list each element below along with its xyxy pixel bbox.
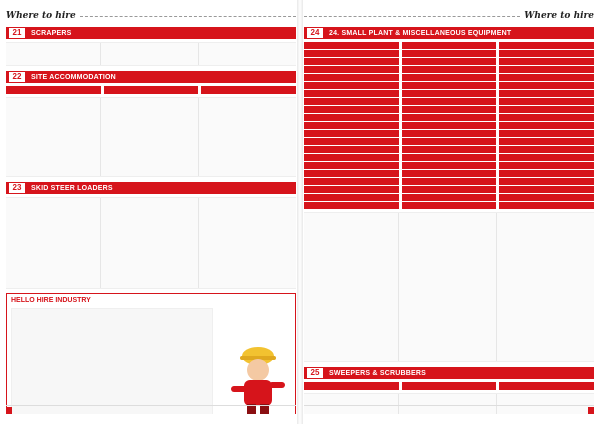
equipment-category-item	[304, 154, 399, 161]
equipment-category-item	[402, 106, 497, 113]
equipment-category-item	[499, 130, 594, 137]
section-header-small-plant	[304, 27, 594, 39]
section-title: SCRAPERS	[31, 29, 72, 37]
subcategory-heading	[402, 382, 497, 390]
subcategory-heading	[499, 382, 594, 390]
section-number: 21	[8, 27, 26, 39]
subcategory-bar	[304, 382, 594, 390]
equipment-category-item	[402, 138, 497, 145]
equipment-category-item	[304, 66, 399, 73]
section-header-scrapers	[6, 27, 296, 39]
equipment-category-item	[304, 82, 399, 89]
equipment-category-item	[304, 170, 399, 177]
equipment-category-item	[304, 130, 399, 137]
equipment-category-item	[499, 42, 594, 49]
equipment-category-item	[402, 122, 497, 129]
equipment-category-item	[499, 162, 594, 169]
equipment-category-item	[402, 82, 497, 89]
equipment-category-item	[499, 74, 594, 81]
equipment-category-item	[402, 194, 497, 201]
equipment-category-item	[402, 130, 497, 137]
equipment-category-item	[499, 170, 594, 177]
equipment-category-item	[304, 58, 399, 65]
equipment-category-item	[402, 146, 497, 153]
page-gutter	[297, 0, 303, 424]
listing-skid-steer-loaders	[6, 197, 296, 289]
section-header-sweepers	[304, 367, 594, 379]
equipment-category-item	[304, 178, 399, 185]
equipment-category-item	[402, 178, 497, 185]
right-page-footer	[304, 405, 594, 414]
section-header-skid-steer-loaders	[6, 182, 296, 194]
equipment-category-item	[402, 42, 497, 49]
equipment-category-item	[402, 162, 497, 169]
equipment-category-item	[402, 170, 497, 177]
listing-site-accommodation	[6, 97, 296, 177]
section-title: SITE ACCOMMODATION	[31, 73, 116, 81]
listing-scrapers	[6, 42, 296, 66]
info-box-body	[11, 308, 213, 414]
running-head: Where to hire	[6, 11, 76, 21]
equipment-category-item	[304, 74, 399, 81]
equipment-category-item	[499, 178, 594, 185]
section-number: 23	[8, 182, 26, 194]
equipment-category-item	[304, 50, 399, 57]
left-page-footer	[6, 405, 296, 414]
equipment-category-item	[402, 50, 497, 57]
equipment-category-item	[304, 42, 399, 49]
section-number: 24	[306, 27, 324, 39]
section-title: SWEEPERS & SCRUBBERS	[329, 369, 426, 377]
equipment-category-item	[499, 122, 594, 129]
header-rule	[80, 16, 296, 17]
equipment-category-item	[499, 82, 594, 89]
section-header-site-accommodation	[6, 71, 296, 83]
equipment-category-item	[402, 114, 497, 121]
subcategory-heading	[6, 86, 101, 94]
subcategory-bar	[6, 86, 296, 94]
equipment-category-item	[304, 202, 399, 209]
listing-small-plant	[304, 212, 594, 362]
subcategory-heading	[201, 86, 296, 94]
equipment-category-item	[402, 154, 497, 161]
page-number	[6, 407, 12, 414]
equipment-category-item	[499, 146, 594, 153]
equipment-category-item	[402, 90, 497, 97]
equipment-category-item	[304, 194, 399, 201]
left-page-header	[6, 10, 296, 22]
equipment-category-item	[499, 186, 594, 193]
equipment-category-item	[499, 90, 594, 97]
equipment-category-item	[402, 74, 497, 81]
section-title: SKID STEER LOADERS	[31, 184, 113, 192]
subcategory-heading	[304, 382, 399, 390]
equipment-category-item	[499, 114, 594, 121]
subcategory-heading	[104, 86, 199, 94]
info-box-heading: HELLO HIRE INDUSTRY	[11, 297, 91, 304]
mascot-illustration	[227, 344, 289, 414]
hello-hire-industry-box	[6, 293, 296, 414]
section-number: 25	[306, 367, 324, 379]
running-head: Where to hire	[524, 11, 594, 21]
right-page	[304, 10, 594, 414]
equipment-category-item	[499, 50, 594, 57]
equipment-category-item	[499, 106, 594, 113]
equipment-category-item	[402, 66, 497, 73]
equipment-category-item	[402, 98, 497, 105]
header-rule	[304, 16, 520, 17]
equipment-category-item	[402, 202, 497, 209]
equipment-category-item	[402, 186, 497, 193]
equipment-category-item	[304, 114, 399, 121]
equipment-category-item	[499, 138, 594, 145]
right-page-header	[304, 10, 594, 22]
page-number	[588, 407, 594, 414]
equipment-category-item	[499, 154, 594, 161]
section-number: 22	[8, 71, 26, 83]
section-title: 24. SMALL PLANT & MISCELLANEOUS EQUIPMENT	[329, 29, 512, 37]
equipment-category-item	[499, 194, 594, 201]
equipment-category-item	[402, 58, 497, 65]
equipment-category-item	[304, 146, 399, 153]
equipment-category-grid	[304, 42, 594, 209]
equipment-category-item	[499, 98, 594, 105]
equipment-category-item	[304, 186, 399, 193]
equipment-category-item	[304, 106, 399, 113]
equipment-category-item	[304, 98, 399, 105]
equipment-category-item	[499, 58, 594, 65]
equipment-category-item	[304, 138, 399, 145]
equipment-category-item	[499, 202, 594, 209]
equipment-category-item	[499, 66, 594, 73]
equipment-category-item	[304, 162, 399, 169]
equipment-category-item	[304, 90, 399, 97]
left-page	[6, 10, 296, 414]
equipment-category-item	[304, 122, 399, 129]
